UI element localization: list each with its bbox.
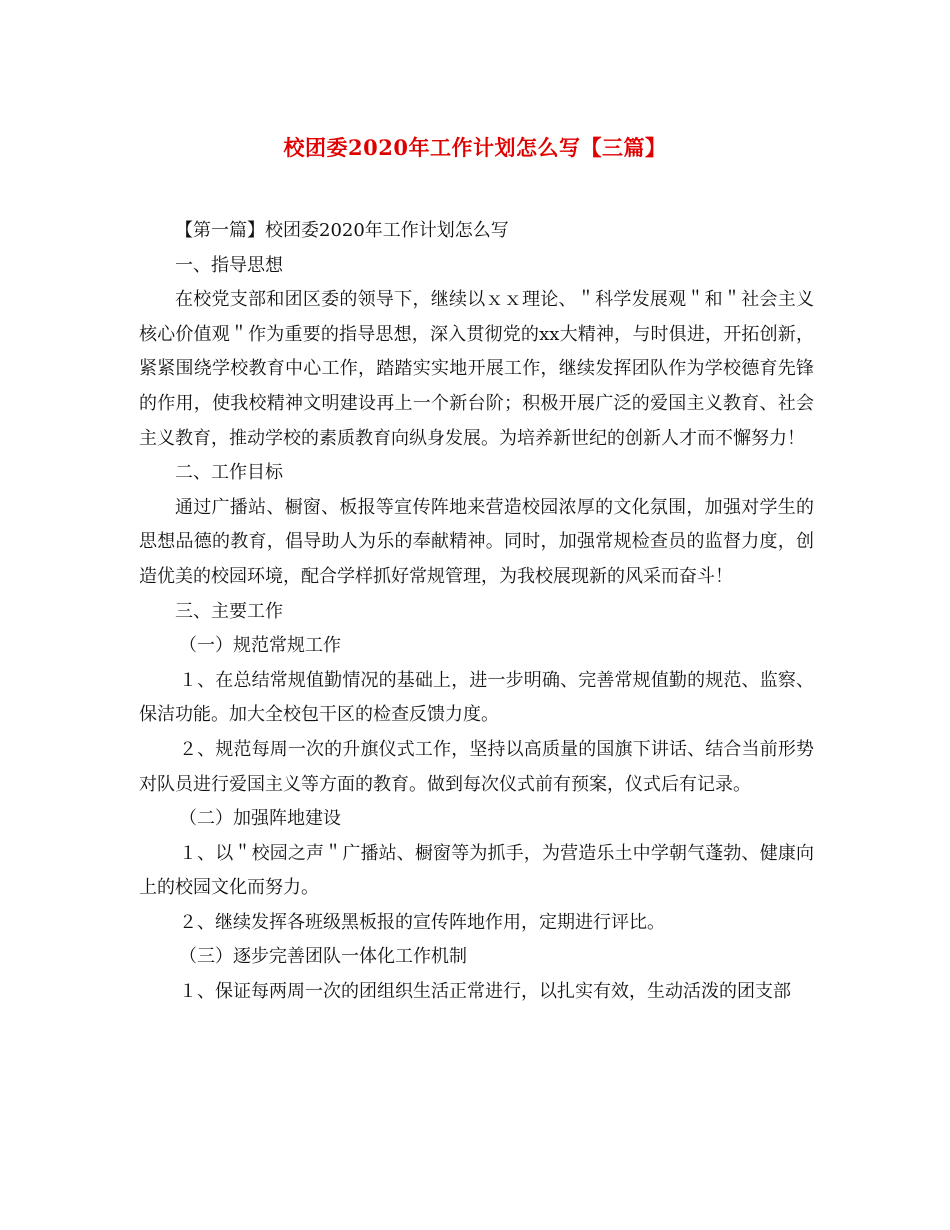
list-item: １、保证每两周一次的团组织生活正常进行，以扎实有效，生动活泼的团支部 [179, 981, 791, 1003]
document-title: 校团委2020年工作计划怎么写【三篇】 [283, 135, 667, 160]
body-paragraph: 通过广播站、橱窗、板报等宣传阵地来营造校园浓厚的文化氛围，加强对学生的思想品德的教育，倡导助人为乐的奉献精神。同时，加强常规检查员的监督力度，创造优美的校园环境，配合学样抓好常规管理，为我校展现新的风采而奋斗！ [139, 496, 814, 587]
subsection-heading: （三）逐步完善团队一体化工作机制 [179, 946, 467, 968]
body-paragraph: 在校党支部和团区委的领导下，继续以ｘｘ理论、＂科学发展观＂和＂社会主义核心价值观＂作为重要的指导思想，深入贯彻党的xx大精神，与时俱进，开拓创新，紧紧围绕学校教育中心工作，踏踏实实地开展工作，继续发挥团队作为学校德育先锋的作用，使我校精神文明建设再上一个新台阶；积极开展广泛的爱国主义教育、社会主义教育，推动学校的素质教育向纵身发展。为培养新世纪的创新人才而不懈努力！ [139, 289, 814, 449]
subsection-heading: （二）加强阵地建设 [179, 808, 341, 830]
section-heading: 二、工作目标 [175, 462, 283, 484]
list-item: １、以＂校园之声＂广播站、橱窗等为抓手，为营造乐土中学朝气蓬勃、健康向上的校园文化而努力。 [139, 842, 814, 899]
document-body [139, 214, 814, 1010]
subsection-heading: （一）规范常规工作 [179, 635, 341, 657]
section-heading: 三、主要工作 [175, 600, 283, 622]
section-heading: 一、指导思想 [175, 254, 283, 276]
list-item: １、在总结常规值勤情况的基础上，进一步明确、完善常规值勤的规范、监察、保洁功能。加大全校包干区的检查反馈力度。 [139, 669, 814, 726]
list-item: ２、继续发挥各班级黑板报的宣传阵地作用，定期进行评比。 [179, 911, 665, 933]
list-item: ２、规范每周一次的升旗仪式工作，坚持以高质量的国旗下讲话、结合当前形势对队员进行爱国主义等方面的教育。做到每次仪式前有预案，仪式后有记录。 [139, 738, 814, 795]
section-heading: 【第一篇】校团委2020年工作计划怎么写 [175, 220, 509, 241]
